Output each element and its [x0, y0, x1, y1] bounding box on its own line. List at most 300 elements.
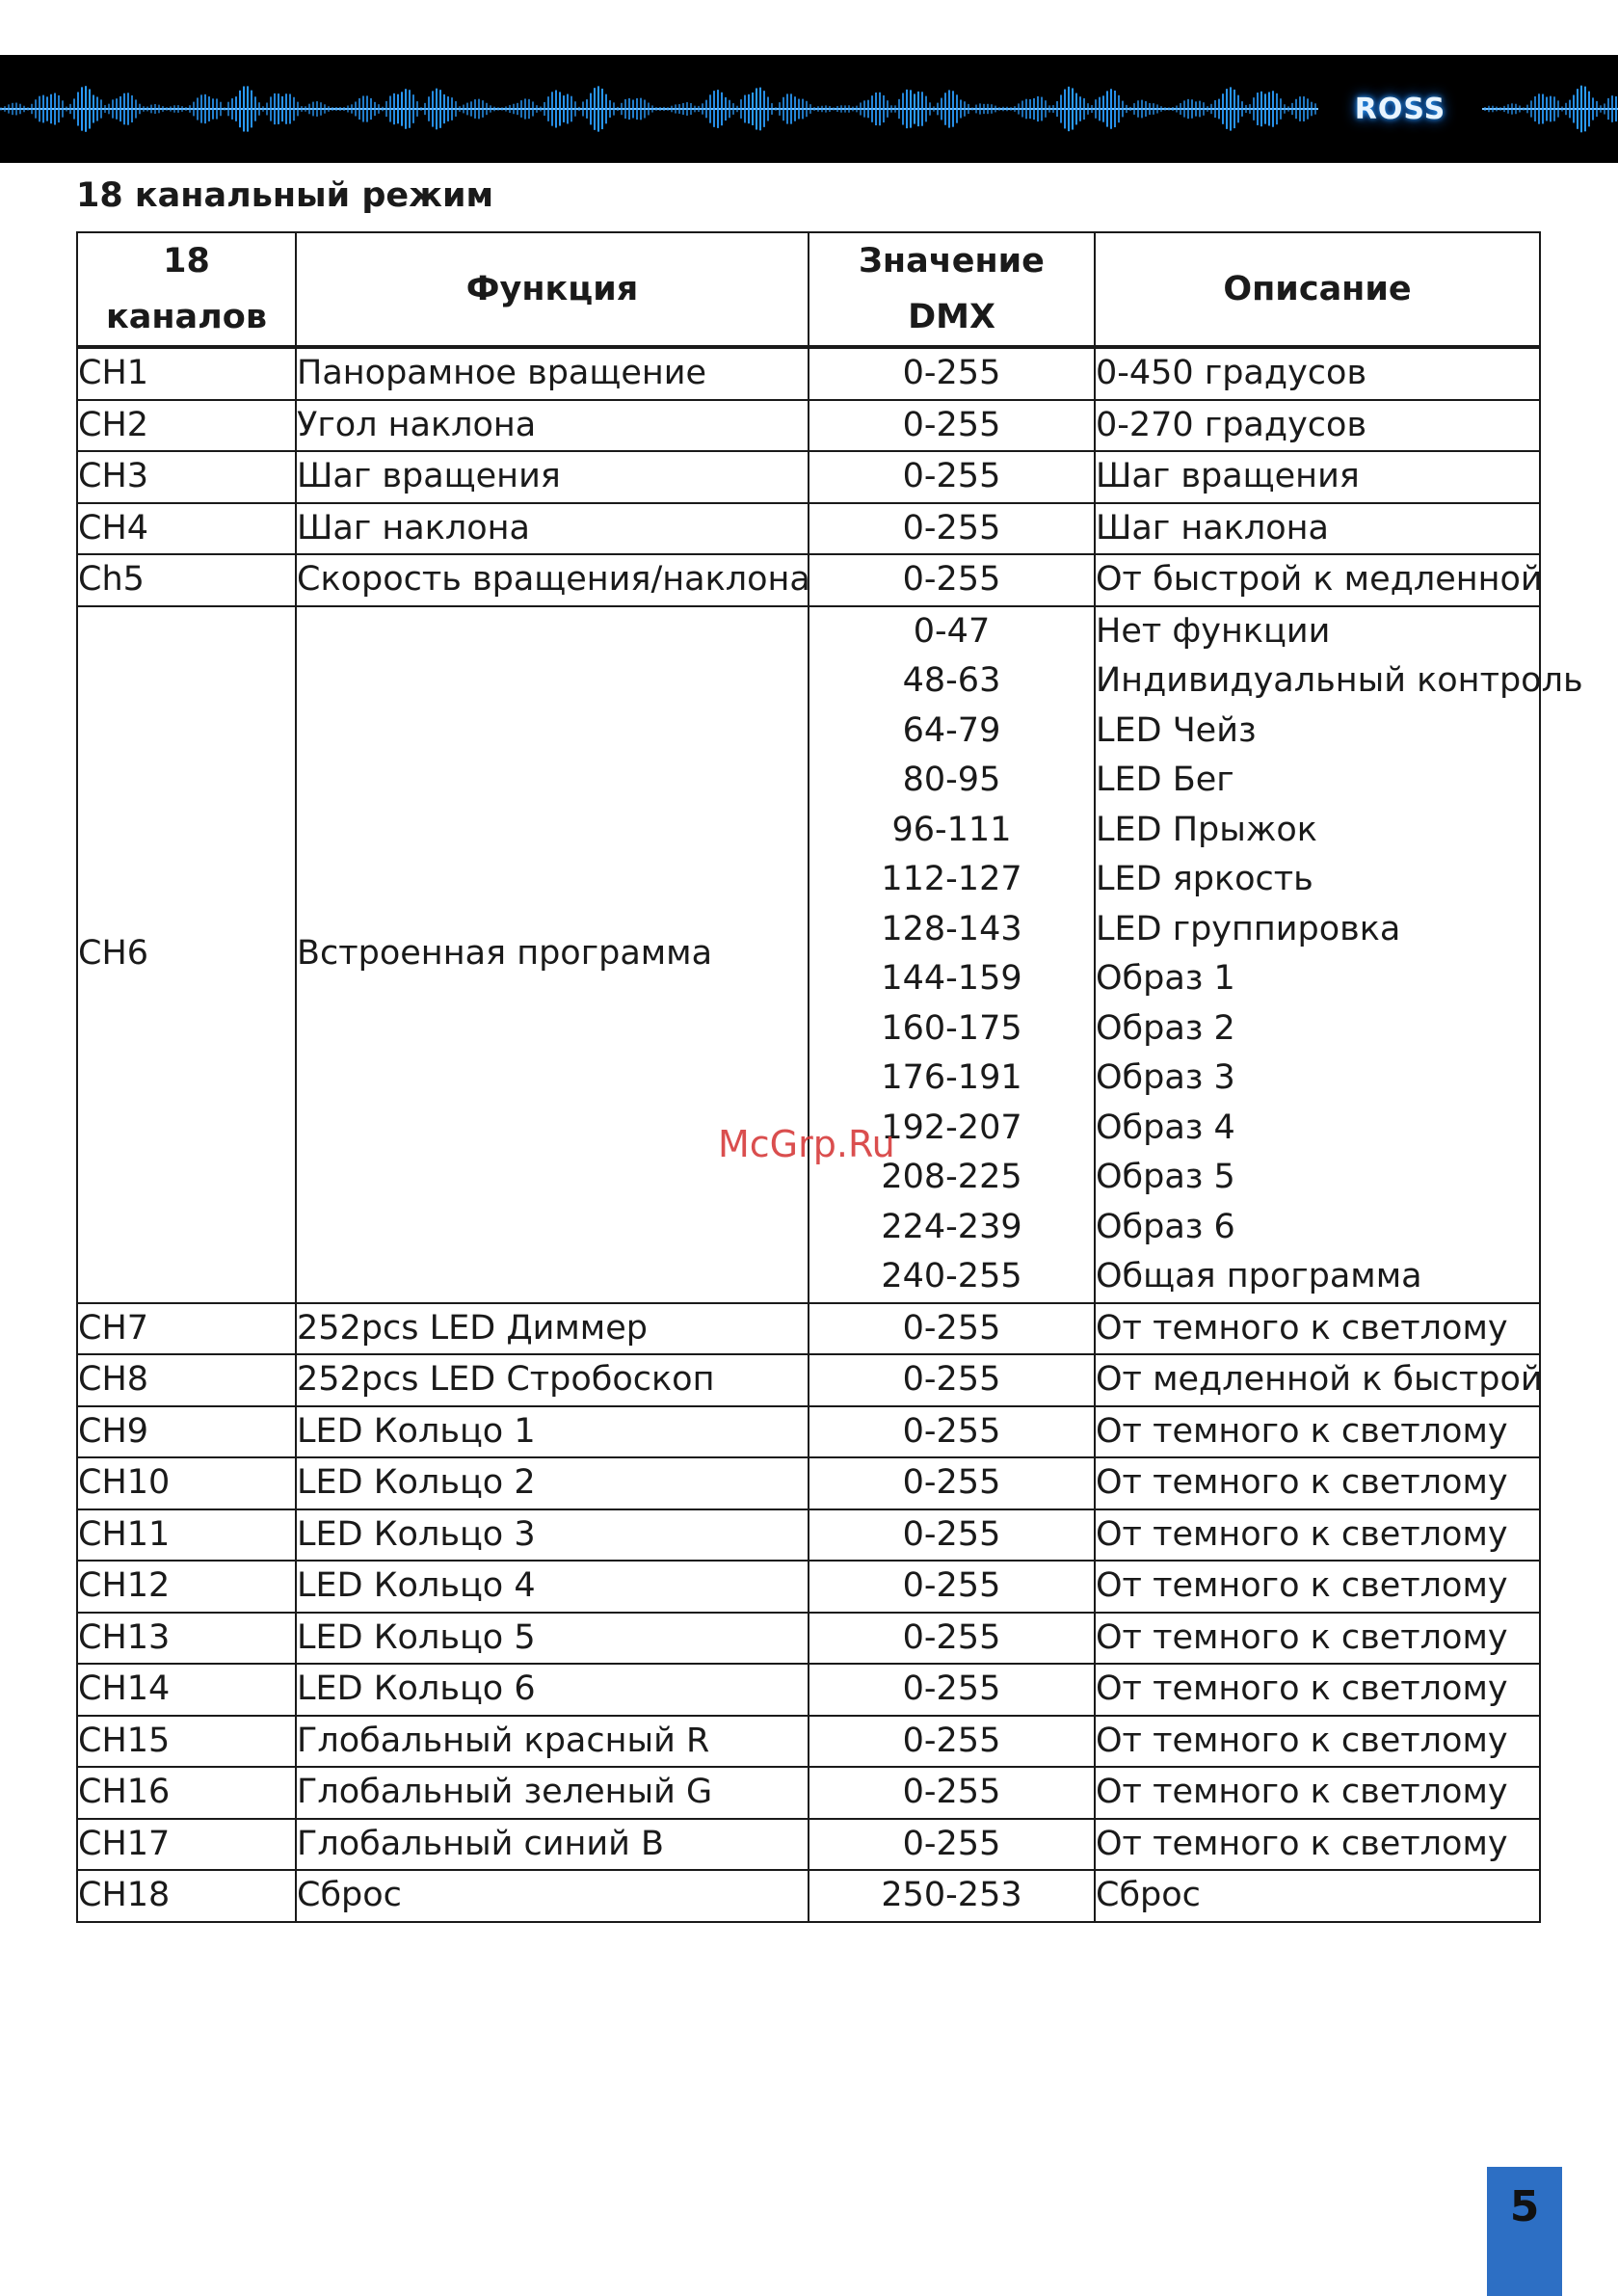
wave-bar [1133, 103, 1135, 115]
table-row [77, 503, 1540, 555]
wave-bar [848, 105, 850, 112]
wave-bar [1565, 103, 1567, 115]
wave-bar [158, 105, 160, 114]
wave-bar [1503, 106, 1505, 112]
wave-bar [204, 94, 206, 123]
wave-bar [1021, 100, 1023, 117]
wave-bar [131, 95, 133, 122]
wave-bar [486, 103, 488, 115]
dmx-value-cell: 0-255 [809, 503, 1095, 555]
wave-bar [46, 96, 48, 120]
wave-bar [952, 91, 954, 126]
wave-bar [717, 90, 719, 128]
channel-cell: CH16 [77, 1767, 296, 1819]
description-cell: От темного к светлому [1095, 1716, 1540, 1768]
wave-bar [509, 105, 511, 113]
wave-bar [763, 91, 765, 127]
wave-bar [613, 102, 615, 115]
wave-bar [813, 107, 815, 111]
wave-bar [1299, 96, 1301, 121]
range-description: Индивидуальный контроль [1096, 661, 1583, 700]
wave-bar [305, 106, 306, 111]
wave-bar [1164, 107, 1166, 110]
wave-bar [58, 95, 60, 122]
function-cell: 252pcs LED Диммер [296, 1303, 809, 1355]
wave-bar [1083, 98, 1085, 120]
wave-bar [860, 102, 862, 115]
description-cell: От темного к светлому [1095, 1561, 1540, 1613]
wave-bar [929, 102, 931, 115]
wave-bar [1010, 107, 1012, 110]
dmx-value-cell: 0-255 [809, 1819, 1095, 1871]
wave-bar [698, 106, 700, 112]
wave-bar [281, 96, 283, 121]
wave-bar [1064, 90, 1066, 129]
wave-bar [1195, 101, 1197, 116]
wave-bar [139, 104, 141, 115]
wave-bar [732, 103, 734, 115]
wave-bar [19, 104, 21, 115]
wave-bar [285, 93, 287, 124]
wave-bar [867, 100, 869, 119]
wave-bar [100, 99, 102, 118]
dmx-value-cell: 0-255 [809, 1767, 1095, 1819]
wave-bar [197, 97, 199, 120]
dmx-value-range: 176-191 [881, 1058, 1022, 1097]
function-cell: Глобальный красный R [296, 1716, 809, 1768]
wave-bar [320, 102, 322, 116]
wave-bar [351, 104, 353, 113]
wave-bar [501, 107, 503, 110]
wave-bar [833, 107, 835, 110]
page-number: 5 [1487, 2167, 1562, 2296]
dmx-value-cell: 0-255 [809, 1509, 1095, 1562]
channel-cell: CH15 [77, 1716, 296, 1768]
dmx-channel-table [76, 231, 1583, 1923]
table-row [77, 1457, 1540, 1509]
wave-bar [470, 101, 472, 116]
description-cell: Шаг наклона [1095, 503, 1540, 555]
function-cell: LED Кольцо 3 [296, 1509, 809, 1562]
wave-bar [266, 103, 268, 116]
wave-bar [651, 105, 653, 112]
column-header-description: Описание [1095, 232, 1540, 347]
table-row [77, 1664, 1540, 1716]
wave-bar [428, 96, 430, 120]
wave-bar [1287, 106, 1289, 111]
wave-bar [648, 103, 650, 116]
range-description: Образ 3 [1096, 1058, 1235, 1097]
wave-bar [216, 98, 218, 119]
wave-bar [393, 93, 395, 124]
wave-bar [482, 100, 484, 118]
wave-bar [709, 94, 711, 122]
wave-bar [794, 96, 796, 121]
wave-bar [863, 100, 865, 117]
wave-bar [756, 88, 757, 129]
wave-bar [389, 95, 391, 121]
wave-bar [1199, 101, 1201, 118]
channel-cell: CH2 [77, 400, 296, 452]
wave-bar [347, 105, 349, 112]
wave-bar [1222, 93, 1224, 124]
wave-bar [224, 107, 225, 110]
channel-cell: CH1 [77, 347, 296, 400]
wave-bar [736, 106, 738, 112]
wave-bar [293, 97, 295, 120]
wave-bar [278, 93, 279, 124]
wave-bar [759, 88, 761, 131]
wave-bar [62, 100, 64, 117]
wave-bar [93, 95, 94, 123]
wave-bar [964, 101, 966, 116]
dmx-value-cell: 0-255 [809, 1613, 1095, 1665]
channel-cell: CH13 [77, 1613, 296, 1665]
wave-bar [416, 101, 418, 117]
wave-bar [0, 108, 2, 111]
wave-bar [937, 103, 939, 116]
wave-bar [208, 96, 210, 121]
wave-bar [1114, 91, 1116, 127]
wave-bar [366, 95, 368, 121]
wave-bar [740, 99, 742, 119]
wave-bar [123, 93, 125, 125]
wave-bar [1033, 98, 1035, 120]
wave-bar [1037, 96, 1039, 121]
channel-cell: CH17 [77, 1819, 296, 1871]
wave-bar [1484, 107, 1486, 111]
wave-bar [1530, 100, 1532, 117]
channel-cell: CH8 [77, 1354, 296, 1406]
wave-bar [1311, 102, 1313, 117]
wave-bar [601, 89, 603, 129]
wave-bar [104, 105, 106, 113]
wave-bar [817, 106, 819, 112]
table-row [77, 554, 1540, 606]
dmx-value-range: 144-159 [881, 959, 1022, 998]
wave-bar [1095, 99, 1097, 119]
wave-bar [925, 96, 927, 122]
wave-bar [1233, 90, 1235, 128]
wave-bar [879, 93, 881, 125]
function-cell: Шаг вращения [296, 451, 809, 503]
wave-bar [1153, 103, 1154, 115]
wave-bar [193, 102, 195, 117]
wave-bar [355, 102, 357, 117]
wave-bar [239, 91, 241, 127]
range-description: Образ 6 [1096, 1207, 1235, 1246]
wave-bar [1218, 99, 1220, 120]
wave-bar [1577, 89, 1578, 129]
wave-bar [1553, 96, 1555, 120]
wave-bar [790, 93, 792, 123]
wave-bar [659, 107, 661, 111]
channel-cell: CH10 [77, 1457, 296, 1509]
wave-bar [621, 103, 623, 115]
wave-bar [1257, 93, 1259, 125]
channel-cell: CH7 [77, 1303, 296, 1355]
wave-bar [301, 106, 303, 112]
wave-bar [975, 105, 977, 114]
wave-bar [682, 103, 684, 115]
wave-bar [902, 93, 904, 124]
wave-bar [798, 99, 800, 120]
wave-bar [308, 104, 310, 115]
channel-cell: CH14 [77, 1664, 296, 1716]
wave-bar [1052, 105, 1054, 113]
wave-bar [1079, 96, 1081, 121]
wave-bar [1284, 104, 1286, 114]
wave-bar [409, 90, 411, 128]
column-header-function: Функция [296, 232, 809, 347]
dmx-value-cell: 0-255 [809, 1664, 1095, 1716]
table-row [77, 1354, 1540, 1406]
wave-bar [385, 101, 387, 117]
wave-bar [447, 96, 449, 121]
wave-bar [177, 105, 179, 113]
function-cell: LED Кольцо 4 [296, 1561, 809, 1613]
table-row [77, 1870, 1540, 1922]
description-cell: От медленной к быстрой [1095, 1354, 1540, 1406]
dmx-value-range: 0-47 [913, 611, 991, 651]
description-cell: 0-270 градусов [1095, 400, 1540, 452]
wave-bar [979, 103, 981, 114]
wave-bar [590, 93, 592, 125]
wave-bar [143, 106, 145, 112]
wave-bar [956, 94, 958, 122]
dmx-value-cell: 0-255 [809, 451, 1095, 503]
wave-bar [1507, 104, 1509, 114]
wave-bar [1102, 95, 1104, 121]
wave-bar [50, 94, 52, 123]
wave-bar [1272, 91, 1274, 127]
table-row [77, 1716, 1540, 1768]
wave-bar [316, 101, 318, 117]
wave-bar [517, 103, 518, 115]
wave-bar [1295, 99, 1297, 119]
wave-bar [1075, 93, 1077, 125]
wave-bar [995, 106, 996, 113]
dmx-value-range: 96-111 [891, 810, 1012, 849]
wave-bar [1245, 105, 1247, 113]
wave-bar [844, 105, 846, 112]
wave-bar [744, 95, 746, 123]
wave-bar [520, 100, 522, 118]
description-list [1095, 606, 1583, 1303]
wave-bar [297, 102, 299, 117]
wave-bar [721, 93, 723, 125]
function-cell: LED Кольцо 2 [296, 1457, 809, 1509]
channel-cell: CH12 [77, 1561, 296, 1613]
description-cell: От темного к светлому [1095, 1613, 1540, 1665]
wave-bar [1291, 103, 1293, 115]
wave-bar [771, 103, 773, 115]
table-row [77, 1767, 1540, 1819]
wave-bar [987, 104, 989, 114]
wave-bar [89, 90, 91, 129]
wave-bar [1230, 87, 1232, 130]
dmx-value-cell: 0-255 [809, 554, 1095, 606]
function-cell: LED Кольцо 5 [296, 1613, 809, 1665]
wave-bar [1087, 103, 1089, 115]
wave-bar [146, 107, 148, 112]
wave-bar [243, 87, 245, 132]
wave-bar [23, 106, 25, 112]
wave-bar [227, 102, 229, 117]
wave-bar [478, 99, 480, 120]
wave-bar [251, 91, 252, 128]
wave-bar [528, 99, 530, 119]
wave-bar [605, 94, 607, 124]
range-description: LED группировка [1096, 909, 1401, 948]
function-cell: Глобальный зеленый G [296, 1767, 809, 1819]
wave-bar [1573, 95, 1575, 123]
wave-bar [948, 90, 950, 127]
wave-bar [382, 107, 384, 112]
wave-bar [459, 106, 461, 112]
dmx-value-range: 224-239 [881, 1207, 1022, 1246]
wave-bar [1600, 105, 1602, 112]
wave-bar [401, 92, 403, 125]
table-row [77, 1613, 1540, 1665]
wave-bar [1014, 106, 1016, 112]
wave-bar [1149, 103, 1151, 115]
wave-bar [200, 94, 202, 122]
wave-bar [451, 97, 453, 120]
wave-bar [594, 88, 596, 130]
wave-bar [578, 107, 580, 111]
wave-bar [220, 102, 222, 117]
wave-bar [1303, 96, 1305, 121]
wave-bar [663, 107, 665, 111]
wave-bar [312, 102, 314, 117]
wave-bar [432, 91, 434, 126]
function-cell: Угол наклона [296, 400, 809, 452]
function-cell: Скорость вращения/наклона [296, 554, 809, 606]
dmx-value-cell: 0-255 [809, 1303, 1095, 1355]
wave-bar [1072, 88, 1074, 129]
table-row [77, 1819, 1540, 1871]
wave-bar [914, 93, 915, 123]
wave-bar [1141, 100, 1143, 119]
wave-bar [887, 100, 889, 118]
wave-bar [1492, 106, 1494, 113]
dmx-value-range: 128-143 [881, 909, 1022, 948]
wave-bar [412, 94, 414, 123]
wave-bar [154, 104, 156, 114]
wave-bar [582, 101, 584, 116]
description-cell: От темного к светлому [1095, 1819, 1540, 1871]
wave-bar [1106, 91, 1108, 126]
wave-bar [1160, 106, 1162, 112]
dmx-value-cell: 0-255 [809, 1354, 1095, 1406]
wave-bar [1526, 105, 1528, 114]
wave-bar [1214, 100, 1216, 118]
wave-bar [189, 105, 191, 113]
wave-bar [1129, 107, 1131, 111]
wave-bar [547, 96, 549, 121]
wave-bar [983, 104, 985, 114]
wave-bar [96, 96, 98, 120]
wave-bar [77, 92, 79, 125]
wave-bar [274, 93, 276, 124]
wave-bar [1191, 99, 1193, 118]
wave-bar [786, 93, 788, 123]
wave-bar [1596, 101, 1598, 117]
wave-bar [1557, 100, 1559, 117]
wave-bar [108, 104, 110, 115]
wave-bar [1611, 95, 1613, 122]
wave-bar [443, 94, 445, 123]
table-row [77, 400, 1540, 452]
wave-bar [702, 103, 703, 114]
wave-bar [374, 102, 376, 116]
wave-bar [324, 104, 326, 113]
function-cell: 252pcs LED Стробоскоп [296, 1354, 809, 1406]
channel-cell: CH4 [77, 503, 296, 555]
wave-bar [4, 106, 6, 112]
wave-bar [1041, 97, 1043, 121]
range-description: Образ 2 [1096, 1008, 1235, 1048]
wave-bar [31, 104, 33, 114]
wave-bar [505, 106, 507, 111]
description-cell: От темного к светлому [1095, 1767, 1540, 1819]
dmx-value-list [809, 606, 1095, 1303]
wave-bar [258, 102, 260, 115]
wave-bar [112, 99, 114, 118]
wave-bar [8, 104, 10, 113]
range-description: LED Чейз [1096, 710, 1257, 750]
dmx-value-cell: 0-255 [809, 1561, 1095, 1613]
wave-bar [1592, 97, 1594, 120]
wave-bar [1307, 98, 1309, 119]
wave-bar [1569, 100, 1571, 119]
wave-bar [54, 93, 56, 124]
wave-bar [829, 106, 831, 112]
wave-bar [690, 103, 692, 115]
function-cell: Шаг наклона [296, 503, 809, 555]
brand-logo [1318, 55, 1482, 163]
wave-bar [35, 99, 37, 118]
range-description: LED яркость [1096, 860, 1313, 898]
wave-bar [1126, 105, 1127, 113]
wave-bar [971, 107, 973, 110]
wave-bar [262, 106, 264, 111]
table-row [77, 1561, 1540, 1613]
wave-bar [1002, 107, 1004, 111]
wave-bar [170, 106, 172, 111]
wave-bar [116, 98, 118, 120]
wave-bar [370, 98, 372, 120]
watermark: McGrp.Ru [718, 1123, 895, 1165]
wave-bar [910, 90, 912, 127]
wave-bar [540, 107, 542, 112]
wave-bar [821, 106, 823, 112]
wave-bar [536, 105, 538, 113]
column-header-dmx-value: Значение DMX [809, 232, 1095, 347]
wave-bar [455, 101, 457, 117]
wave-bar [1515, 104, 1517, 115]
wave-bar [1241, 101, 1243, 117]
wave-bar [628, 98, 630, 120]
wave-bar [1542, 94, 1544, 124]
wave-bar [713, 91, 715, 127]
wave-bar [729, 100, 730, 119]
wave-bar [150, 105, 152, 114]
wave-bar [362, 95, 364, 121]
wave-bar [42, 95, 44, 123]
wave-bar [960, 99, 962, 118]
